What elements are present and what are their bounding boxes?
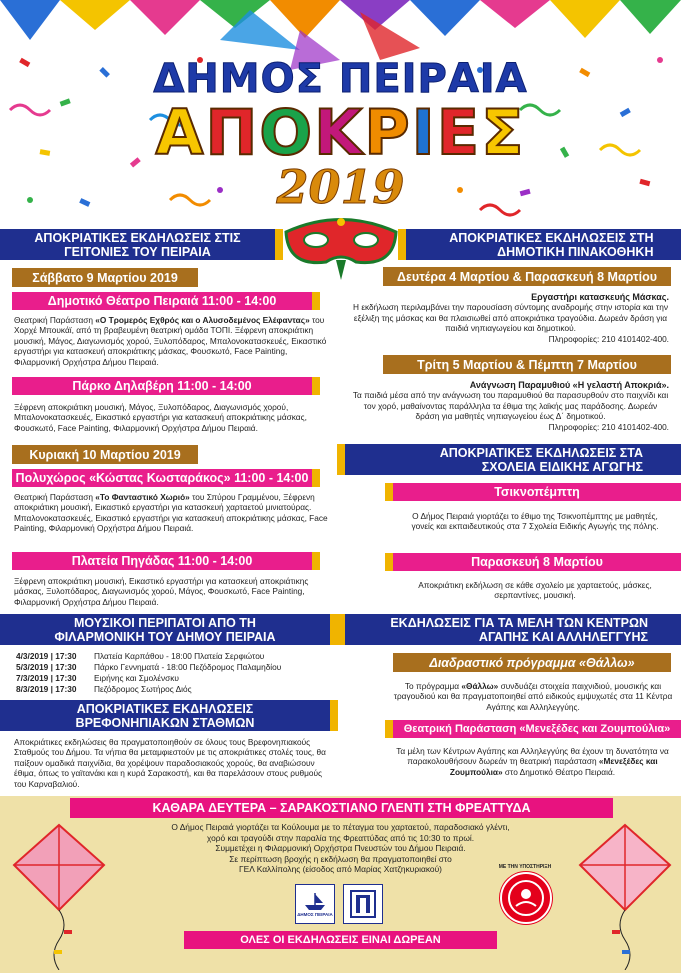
- concert-row: [16, 673, 336, 684]
- play-text: [390, 746, 675, 777]
- clean-monday-line: ΓΕΛ Καλλίπολης (είσοδος από Μαρίας Χατζηκυριακού): [239, 864, 442, 875]
- venue2-bar: [12, 377, 312, 395]
- clean-monday-line: χορό και τραγούδι στην παραλία της Φρεαττύδας από τις 10:30 το πρωί.: [206, 832, 475, 843]
- theatre-logo: [343, 884, 383, 924]
- venue4-text: Ξέφρενη αποκριάτικη μουσική, Εικαστικό εργαστήρι για κατασκευή αποκριάτικης μάσκας, Ξυλοπόδαρος, Διαγωνισμός χορού, Μάγος, Φουσκωτό, Face Painting, Φιλαρμονική Ορχήστρα Δήμου Πειραιά.: [14, 576, 309, 607]
- title-letter: Σ: [481, 96, 526, 169]
- venue3-label: Πολυχώρος «Κώστας Κωσταράκος» 11:00 - 14:00: [15, 471, 309, 485]
- section-nurseries-bar: [0, 700, 330, 731]
- title-letter: Κ: [314, 96, 365, 169]
- section-concerts-title: ΜΟΥΣΙΚΟΙ ΠΕΡΙΠΑΤΟΙ ΑΠΟ ΤΗ ΦΙΛΑΡΜΟΝΙΚΗ ΤΟΥ ΔΗΜΟΥ ΠΕΙΡΑΙΑ: [54, 615, 276, 644]
- day2-bar: [12, 445, 198, 464]
- friday8-label: Παρασκευή 8 Μαρτίου: [471, 555, 603, 569]
- workshop-text: Η εκδήλωση περιλαμβάνει την παρουσίαση σύντομης αναδρομής στην ιστορία και την εξέλιξη της μάσκας και θα πλαισιωθεί από αποκριάτικα τραγούδια. Δωρεάν δράση για παιδιά νηπιαγωγείου και δημοτικού.: [353, 302, 668, 334]
- venue1-bar: [12, 292, 312, 310]
- section-special-bar: [345, 444, 681, 475]
- venue4-label: Πλατεία Πηγάδας 11:00 - 14:00: [71, 554, 253, 568]
- concert-row: [16, 684, 336, 695]
- concerts-list: [16, 651, 336, 695]
- concert-date: 7/3/2019 | 17:30: [16, 673, 77, 683]
- section-gallery-title: ΑΠΟΚΡΙΑΤΙΚΕΣ ΕΚΔΗΛΩΣΕΙΣ ΣΤΗ ΔΗΜΟΤΙΚΗ ΠΙΝΑΚΟΘΗΚΗ: [449, 230, 654, 259]
- title-letter: Ρ: [364, 96, 412, 169]
- friday8-bar: [393, 553, 681, 571]
- interactive-bar: [393, 653, 671, 672]
- clean-monday-line: Ο Δήμος Πειραιά γιορτάζει τα Κούλουμα με το πέταγμα του χαρταετού, παραδοσιακό γλέντι,: [171, 822, 510, 832]
- title-letter: Α: [155, 96, 206, 169]
- free-events-label: ΟΛΕΣ ΟΙ ΕΚΔΗΛΩΣΕΙΣ ΕΙΝΑΙ ΔΩΡΕΑΝ: [240, 934, 441, 946]
- workshop-title: Εργαστήρι κατασκευής Μάσκας.: [531, 292, 669, 302]
- sponsor-logo: [500, 872, 552, 924]
- section-concerts-bar: [0, 614, 330, 645]
- sponsor-label: ΜΕ ΤΗΝ ΥΠΟΣΤΗΡΙΞΗ: [498, 864, 552, 870]
- interactive-text-post: συνδυάζει στοιχεία παιχνιδιού, μουσικής και τραγουδιού και θα πραγματοποιηθεί από ειδικούς εμψυχωτές στα 11 Κέντρα Αγάπης και Αλληλεγγύης.: [393, 681, 673, 712]
- ship-logo-icon: [303, 891, 327, 911]
- reading-info: Πληροφορίες: 210 4101402-400.: [548, 421, 669, 432]
- gallery-date2-bar: [383, 355, 671, 374]
- venue3-play-title: «Το Φανταστικό Χωριό»: [95, 492, 190, 502]
- concert-date: 4/3/2019 | 17:30: [16, 651, 77, 661]
- concert-date: 5/3/2019 | 17:30: [16, 662, 77, 672]
- laurel-crest-icon: [506, 878, 546, 918]
- clean-monday-title: ΚΑΘΑΡΑ ΔΕΥΤΕΡΑ – ΣΑΡΑΚΟΣΤΙΑΝΟ ΓΛΕΝΤΙ ΣΤΗ ΦΡΕΑΤΤΥΔΑ: [152, 801, 531, 815]
- reading-title: Ανάγνωση Παραμυθιού «Η γελαστή Αποκριά».: [469, 380, 669, 390]
- workshop-block: [352, 292, 669, 344]
- section-nurseries-title: ΑΠΟΚΡΙΑΤΙΚΕΣ ΕΚΔΗΛΩΣΕΙΣ ΒΡΕΦΟΝΗΠΙΑΚΩΝ ΣΤΑΘΜΩΝ: [75, 701, 255, 730]
- municipality-logo-caption: ΔΗΜΟΣ ΠΕΙΡΑΙΑ: [297, 912, 333, 917]
- title-letter: Ο: [259, 96, 315, 169]
- venue1-text-post: του Χορχέ Μπουκάϊ, από τη βραβευμένη θεατρική ομάδα ΤΟΠΙ. Ξέφρενη αποκριάτικη μουσική, Μάγος, Διαγωνισμός χορού, Ξυλοπόδαρος, Μπαλονοκατασκευές, Εικαστικό εργαστήρι για κατασκευή αποκριάτικης μάσκας, Φουσκωτό, Face Painting, Φιλαρμονική Ορχήστρα Δήμου Πειραιά.: [14, 315, 327, 367]
- interactive-text: [393, 681, 673, 712]
- reading-block: [352, 380, 669, 432]
- play-title: «Μενεξέδες και Ζουμπούλια»: [449, 756, 658, 777]
- clean-monday-title-bar: [70, 798, 613, 818]
- free-events-bar: [184, 931, 497, 949]
- concert-row: [16, 662, 336, 673]
- gallery-date1-bar: [383, 267, 671, 286]
- gallery-date2: Τρίτη 5 Μαρτίου & Πέμπτη 7 Μαρτίου: [417, 357, 637, 372]
- apokries-title: [0, 96, 681, 169]
- concert-place: Πλατεία Καρπάθου - 18:00 Πλατεία Σερφιώτου: [94, 651, 265, 661]
- gallery-date1: Δευτέρα 4 Μαρτίου & Παρασκευή 8 Μαρτίου: [397, 269, 657, 284]
- reading-text: Τα παιδιά μέσα από την ανάγνωση του παραμυθιού θα παρασυρθούν στο παιχνίδι και τον χορό, μαθαίνοντας παράλληλα τα έθιμα της λαϊκής μας παράδοσης. Δωρεάν δράση για μαθητές νηπιαγωγείου έως Δ΄ δημοτικού.: [352, 390, 669, 422]
- venue1-text-pre: Θεατρική Παράσταση: [14, 315, 96, 325]
- clean-monday-line: Συμμετέχει η Φιλαρμονική Ορχήστρα Πνευστών του Δήμου Πειραιά.: [215, 843, 466, 854]
- title-letter: Ε: [436, 96, 482, 169]
- day2-label: Κυριακή 10 Μαρτίου 2019: [29, 447, 181, 462]
- concert-date: 8/3/2019 | 17:30: [16, 684, 77, 694]
- day1-bar: [12, 268, 198, 287]
- section-kapi-title: ΕΚΔΗΛΩΣΕΙΣ ΓΙΑ ΤΑ ΜΕΛΗ ΤΩΝ ΚΕΝΤΡΩΝ ΑΓΑΠΗΣ ΚΑΙ ΑΛΛΗΛΕΓΓΥΗΣ: [390, 615, 648, 644]
- clean-monday-line: Σε περίπτωση βροχής η εκδήλωση θα πραγματοποιηθεί στο: [229, 853, 452, 864]
- nurseries-text: Αποκριάτικες εκδηλώσεις θα πραγματοποιηθούν σε όλους τους Βρεφονηπιακούς Σταθμούς του Δήμου. Τα νήπια θα μεταμφιεστούν με τις αποκριάτικες στολές τους, θα παίξουν ομαδικά παιχνίδια, θα χορέψουν παραδοσιακούς χορούς, θα αναβιώσουν έθιμα, όπως το γαϊτανάκι και η κυρά Σαρακοστή, και θα παρελάσουν στους ρυθμούς του Καρναβαλιού.: [14, 737, 326, 789]
- theatre-logo-icon: [349, 889, 377, 919]
- concert-place: Πεζόδρομος Σωτήρος Διός: [94, 684, 192, 694]
- title-letter: Ι: [411, 96, 437, 169]
- venue4-bar: [12, 552, 312, 570]
- interactive-program-name: «Θάλλω»: [461, 681, 499, 691]
- venue2-text: Ξέφρενη αποκριάτικη μουσική, Μάγος, Ξυλοπόδαρος, Διαγωνισμός χορού, Μπαλονοκατασκευές, Εικαστικό εργαστήρι για κατασκευή αποκριάτικης μάσκας, Φουσκωτό, Face Painting, Φιλαρμονική Ορχήστρα Δήμου Πειραιά.: [14, 402, 307, 433]
- kite-icon: [570, 820, 680, 970]
- title-letter: Π: [205, 96, 260, 169]
- workshop-info: Πληροφορίες: 210 4101402-400.: [548, 333, 669, 344]
- day1-label: Σάββατο 9 Μαρτίου 2019: [32, 270, 178, 285]
- municipality-title: ΔΗΜΟΣ ΠΕΙΡΑΙΑ: [153, 56, 528, 102]
- venue3-text: [14, 492, 332, 534]
- concert-place: Ειρήνης και Σμολένσκυ: [94, 673, 179, 683]
- venue3-text-pre: Θεατρική Παράσταση: [14, 492, 96, 502]
- venue2-label: Πάρκο Δηλαβέρη 11:00 - 14:00: [72, 379, 252, 393]
- section-kapi-bar: [345, 614, 681, 645]
- play-text-pre: Τα μέλη των Κέντρων Αγάπης και Αλληλεγγύης θα έχουν τη δυνατότητα να παρακολουθήσουν δωρεάν τη θεατρική παράσταση: [396, 746, 669, 767]
- venue3-bar: [12, 469, 312, 487]
- play-label: Θεατρική Παράσταση «Μενεξέδες και Ζουμπούλια»: [403, 723, 671, 735]
- play-text-post: στο Δημοτικό Θέατρο Πειραιά.: [502, 766, 616, 777]
- venue1-play-title: «Ο Τρομερός Εχθρός και ο Αλυσοδεμένος Ελέφαντας»: [95, 315, 310, 325]
- tsiknopempti-label: Τσικνοπέμπτη: [494, 485, 580, 499]
- play-bar: [393, 720, 681, 738]
- section-neighborhoods-title: ΑΠΟΚΡΙΑΤΙΚΕΣ ΕΚΔΗΛΩΣΕΙΣ ΣΤΙΣ ΓΕΙΤΟΝΙΕΣ ΤΟΥ ΠΕΙΡΑΙΑ: [34, 230, 241, 259]
- year-title: 2019: [276, 160, 405, 214]
- concert-row: [16, 651, 336, 662]
- friday8-text: Αποκριάτικη εκδήλωση σε κάθε σχολείο με χαρταετούς, μάσκες, σερπαντίνες, μουσική.: [418, 580, 652, 601]
- venue1-label: Δημοτικό Θέατρο Πειραιά 11:00 - 14:00: [47, 294, 277, 308]
- municipality-logo: [295, 884, 335, 924]
- venue3-text-post: του Σπύρου Γραμμένου, Ξέφρενη αποκριάτικη μουσική, Εικαστικό εργαστήρι για κατασκευή χαρταετού μινιατούρας. Μπαλονοκατασκευές, Εικαστικό εργαστήρι για κατασκευή αποκριάτικης μάσκας, Face Painting, Φιλαρμονική Ορχήστρα Δήμου Πειραιά.: [14, 492, 328, 534]
- tsiknopempti-text: Ο Δήμος Πειραιά γιορτάζει το έθιμο της Τσικνοπέμπτης με μαθητές, γονείς και εκπαιδευτικούς στα 7 Σχολεία Ειδικής Αγωγής της πόλης.: [411, 511, 659, 532]
- section-neighborhoods-bar: [0, 229, 275, 260]
- interactive-label: Διαδραστικό πρόγραμμα «Θάλλω»: [429, 655, 635, 670]
- concert-place: Πάρκο Γεννηματά - 18:00 Πεζόδρομος Παλαμηδίου: [94, 662, 282, 672]
- interactive-text-pre: Το πρόγραμμα: [404, 681, 462, 691]
- tsiknopempti-bar: [393, 483, 681, 501]
- kite-icon: [4, 820, 114, 970]
- venue1-text: [14, 315, 332, 367]
- section-gallery-bar: [406, 229, 681, 260]
- section-special-title: ΑΠΟΚΡΙΑΤΙΚΕΣ ΕΚΔΗΛΩΣΕΙΣ ΣΤΑ ΣΧΟΛΕΙΑ ΕΙΔΙΚΗΣ ΑΓΩΓΗΣ: [439, 445, 643, 474]
